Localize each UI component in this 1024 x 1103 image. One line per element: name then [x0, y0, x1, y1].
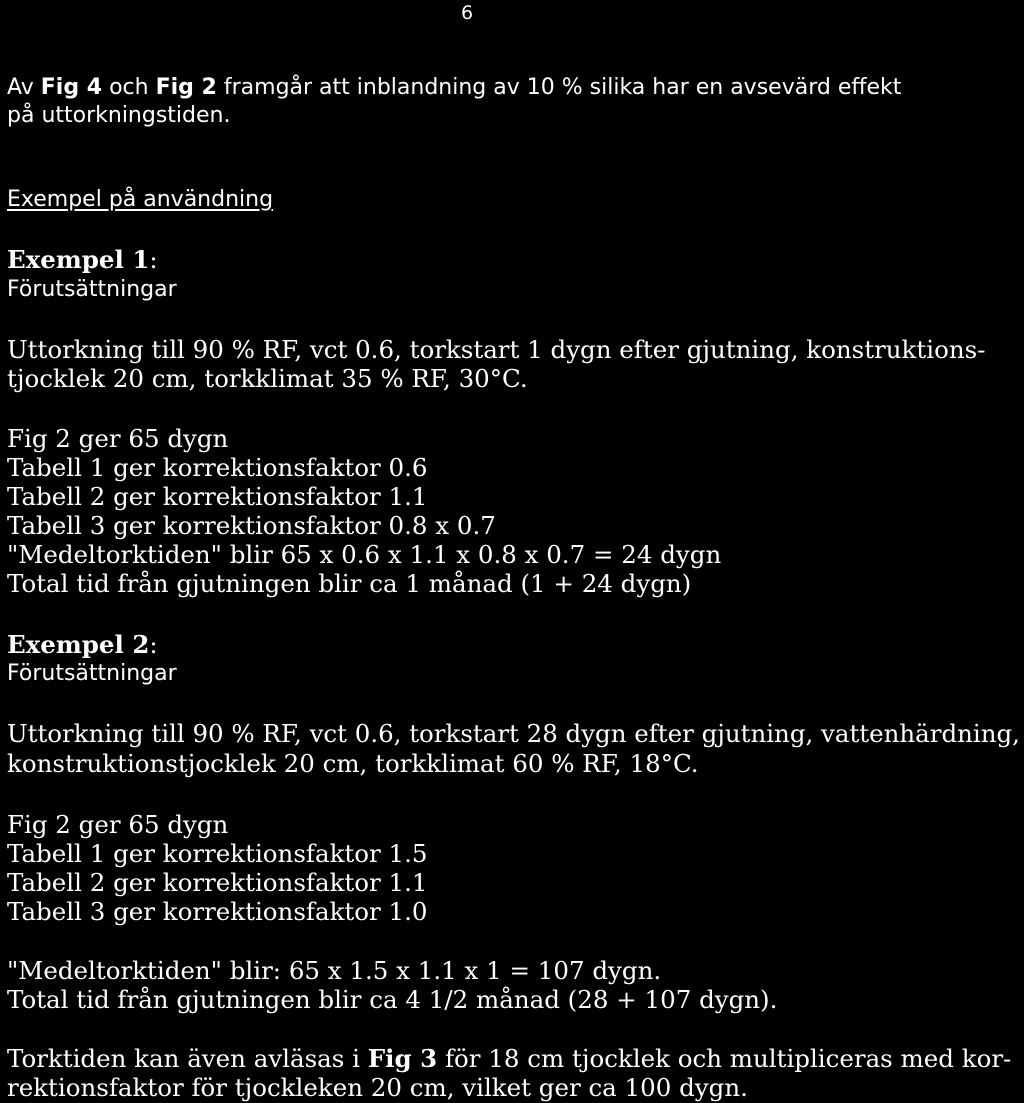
example-2-calc-line: Tabell 3 ger korrektionsfaktor 1.0: [7, 897, 428, 926]
intro-text: Av: [7, 75, 41, 100]
example-2-prereq: Förutsättningar: [7, 661, 177, 686]
fig-ref: Fig 3: [367, 1044, 438, 1073]
example-1-calc-line: Tabell 1 ger korrektionsfaktor 0.6: [7, 453, 428, 482]
example-2-title: Exempel 2: [7, 630, 150, 659]
example-1-condition-2: tjocklek 20 cm, torkklimat 35 % RF, 30°C.: [7, 364, 528, 393]
example-1-condition-1: Uttorkning till 90 % RF, vct 0.6, torkstart 1 dygn efter gjutning, konstruktions-: [7, 335, 986, 364]
example-2-condition-1: Uttorkning till 90 % RF, vct 0.6, torkstart 28 dygn efter gjutning, vattenhärdning,: [7, 719, 1020, 748]
example-1-calc-line: Tabell 3 ger korrektionsfaktor 0.8 x 0.7: [7, 511, 496, 540]
example-1-calc-line: Total tid från gjutningen blir ca 1 månad (1 + 24 dygn): [7, 569, 692, 598]
example-2-result-1: "Medeltorktiden" blir: 65 x 1.5 x 1.1 x 1 = 107 dygn.: [7, 956, 662, 985]
example-2-calc-line: Tabell 1 ger korrektionsfaktor 1.5: [7, 839, 428, 868]
example-2-heading: [7, 631, 158, 659]
intro-line-1: [7, 74, 901, 102]
example-1-heading: [7, 246, 158, 274]
example-1-prereq: Förutsättningar: [7, 277, 177, 302]
example-1-calc-line: "Medeltorktiden" blir 65 x 0.6 x 1.1 x 0.8 x 0.7 = 24 dygn: [7, 540, 722, 569]
example-2-condition-2: konstruktionstjocklek 20 cm, torkklimat 60 % RF, 18°C.: [7, 749, 699, 778]
outro-line-1: [7, 1045, 1011, 1073]
intro-line-2: på uttorkningstiden.: [7, 103, 231, 128]
intro-text: framgår att inblandning av 10 % silika har en avsevärd effekt: [216, 75, 902, 100]
fig-ref: Fig 4: [40, 75, 103, 100]
intro-text: och: [102, 75, 156, 100]
colon: :: [149, 630, 158, 659]
section-heading: Exempel på användning: [7, 187, 274, 212]
example-1-calc-line: Fig 2 ger 65 dygn: [7, 424, 229, 453]
example-2-calc-line: Tabell 2 ger korrektionsfaktor 1.1: [7, 868, 428, 897]
outro-text: för 18 cm tjocklek och multipliceras med kor-: [437, 1044, 1012, 1073]
example-2-calc-line: Fig 2 ger 65 dygn: [7, 810, 229, 839]
example-1-title: Exempel 1: [7, 245, 150, 274]
fig-ref: Fig 2: [155, 75, 217, 100]
colon: :: [149, 245, 158, 274]
outro-text: Torktiden kan även avläsas i: [7, 1044, 368, 1073]
page-number: 6: [461, 2, 474, 24]
example-1-calc-line: Tabell 2 ger korrektionsfaktor 1.1: [7, 482, 428, 511]
example-2-result-2: Total tid från gjutningen blir ca 4 1/2 månad (28 + 107 dygn).: [7, 985, 778, 1014]
outro-line-2: rektionsfaktor för tjockleken 20 cm, vilket ger ca 100 dygn.: [7, 1073, 748, 1102]
